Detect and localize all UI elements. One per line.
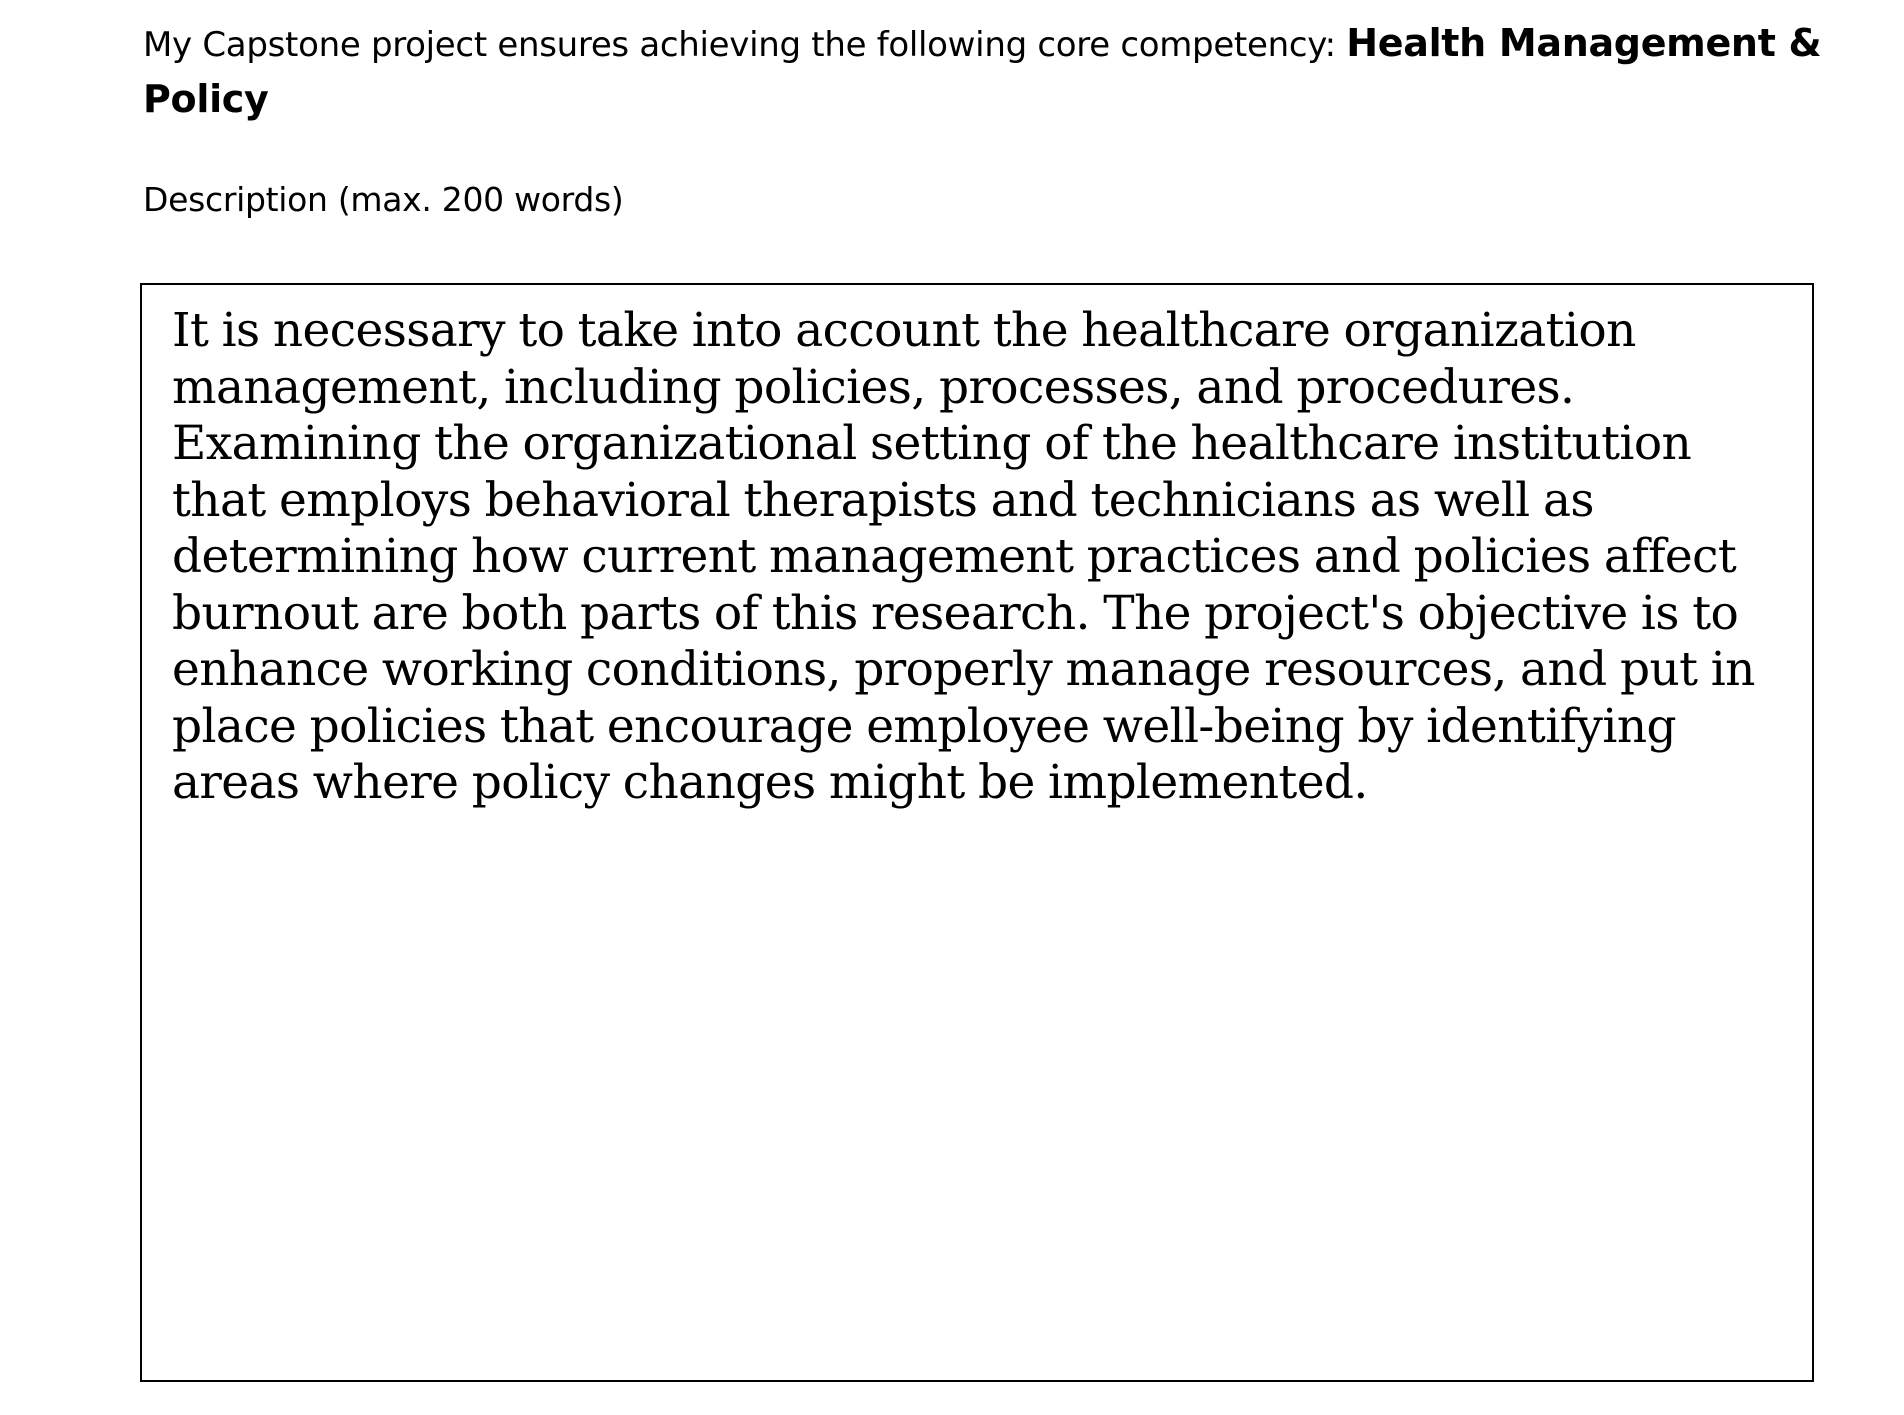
competency-statement: [143, 16, 1823, 128]
description-text: It is necessary to take into account the healthcare organization management, including policies, processes, and procedures. Examining the organizational setting of the healthcare institution that employs behavioral therapists and technicians as well as determining how current management practices and policies affect burnout are both parts of this research. The project's objective is to enhance working conditions, properly manage resources, and put in place policies that encourage employee well-being by identifying areas where policy changes might be implemented.: [172, 303, 1755, 810]
competency-name: Health Management & Policy: [143, 21, 1822, 121]
description-box[interactable]: [140, 283, 1814, 1382]
description-label: Description (max. 200 words): [143, 180, 624, 219]
competency-prefix: My Capstone project ensures achieving the following core competency:: [143, 25, 1336, 65]
